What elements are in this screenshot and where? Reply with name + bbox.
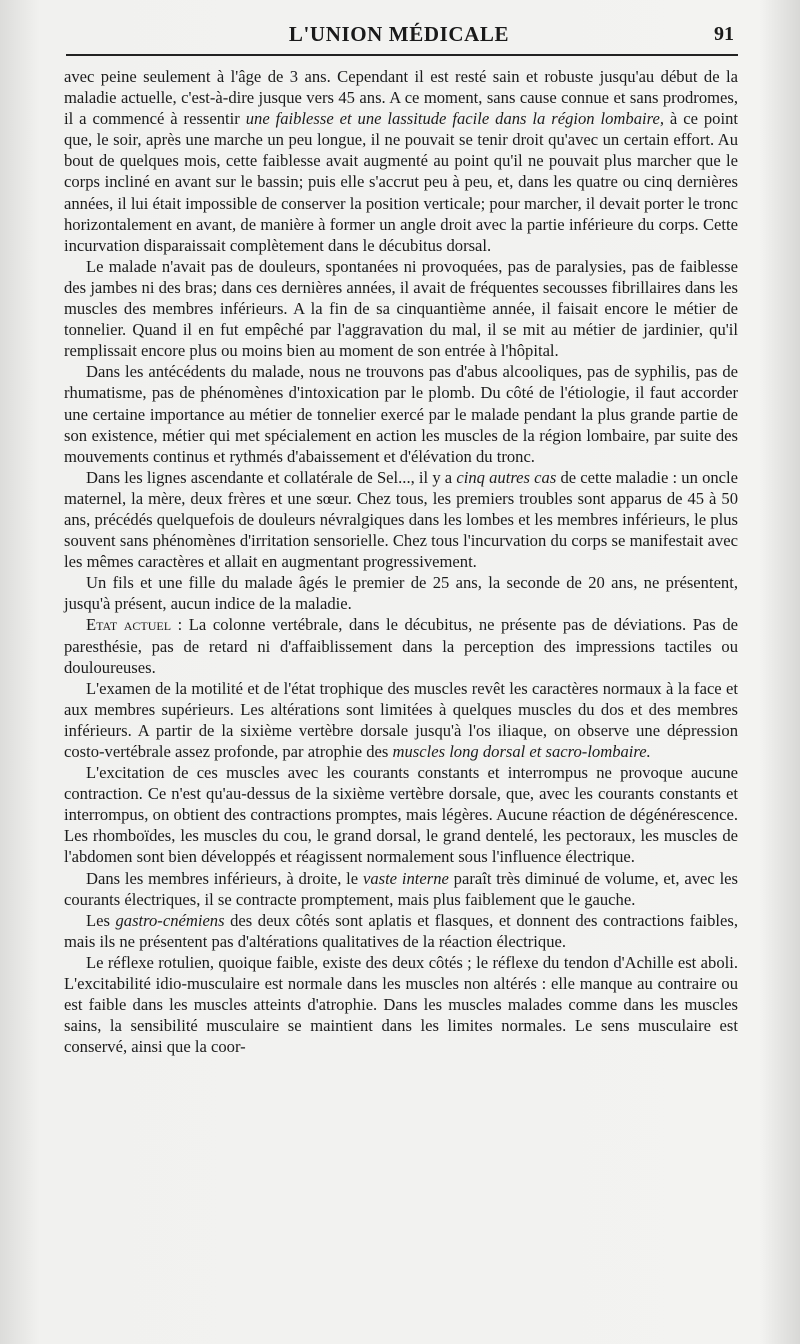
- paragraph-4-italic: cinq autres cas: [456, 467, 557, 487]
- paragraph-9-text-a: Dans les membres inférieurs, à droite, le: [86, 868, 363, 888]
- paragraph-4: [64, 467, 738, 572]
- paragraph-10-text-b: des deux côtés sont aplatis et flasques, et donnent des contractions faibles, mais ils ne présentent pas d'altérations qualitatives de la réaction électrique.: [64, 910, 738, 951]
- paragraph-9-italic: vaste interne: [362, 868, 449, 888]
- paragraph-11: Le réflexe rotulien, quoique faible, existe des deux côtés ; le réflexe du tendon d'Achille est aboli. L'excitabilité idio-musculaire est normale dans les muscles non altérés : elle manque au contraire ou est faible dans les muscles atteints d'atrophie. Dans les muscles malades comme dans les muscles sains, la sensibilité musculaire se maintient dans les limites normales. Le sens musculaire est conservé, ainsi que la coor-: [64, 952, 738, 1057]
- running-title: L'UNION MÉDICALE: [288, 22, 510, 46]
- article-body: [64, 66, 738, 1057]
- paragraph-6: [64, 614, 738, 677]
- paragraph-7: [64, 678, 738, 762]
- paragraph-1-text-b: à ce point que, le soir, après une marche un peu longue, il ne pouvait se tenir droit qu'avec un certain effort. Au bout de quelques mois, cette faiblesse avait augmenté au point qu'il ne pouvait plus marcher que le corps incliné en avant sur le bassin; puis elle s'accrut peu à peu, et, dans les quatre ou cinq dernières années, il lui était impossible de conserver la position verticale; pour marcher, il devait porter le tronc horizontalement en avant, de manière à former un angle droit avec la partie inférieure du corps. Cette incurvation disparaissait complètement dans le décubitus dorsal.: [64, 109, 738, 255]
- paragraph-7-text: L'examen de la motilité et de l'état trophique des muscles revêt les caractères normaux à la face et aux membres supérieurs. Les altérations sont limitées à quelques muscles du dos et des membres inférieurs. A partir de la sixième vertèbre dorsale jusqu'à l'os iliaque, on observe une dépression costo-vertébrale assez profonde, par atrophie des: [64, 678, 738, 761]
- header-rule: [66, 54, 738, 56]
- paragraph-3: Dans les antécédents du malade, nous ne trouvons pas d'abus alcooliques, pas de syphilis, pas de rhumatisme, pas de phénomènes d'intoxication par le plomb. Du côté de l'étiologie, il faut accorder une certaine importance au métier de tonnelier exercé par le malade pendant la plus grande partie de son existence, métier qui met spécialement en action les muscles de la région lombaire, par suite des mouvements continus et rythmés d'abaissement et d'élévation du tronc.: [64, 362, 738, 466]
- paragraph-1: [64, 66, 738, 256]
- paragraph-10: [64, 910, 738, 952]
- paragraph-7-italic: muscles long dorsal et sacro-lombaire.: [392, 742, 651, 761]
- page-number: 91: [714, 23, 734, 45]
- paragraph-10-italic: gastro-cnémiens: [115, 910, 225, 930]
- paragraph-9-text-b: paraît très diminué de volume, et, avec les courants électriques, il se contracte promptement, mais plus faiblement que le gauche.: [64, 868, 738, 909]
- paragraph-4-text-b: de cette maladie : un oncle maternel, la mère, deux frères et une sœur. Chez tous, les premiers troubles sont apparus de 45 à 50 ans, précédés quelquefois de douleurs névralgiques dans les lombes et les membres inférieurs, le plus souvent sans phénomènes d'irritation sensorielle. Chez tous l'incurvation du corps se manifestait avec les mêmes caractères et allait en augmentant progressivement.: [64, 467, 739, 572]
- paragraph-5: Un fils et une fille du malade âgés le premier de 25 ans, la seconde de 20 ans, ne présentent, jusqu'à présent, aucun indice de la maladie.: [64, 573, 738, 614]
- paragraph-8: L'excitation de ces muscles avec les courants constants et interrompus ne provoque aucune contraction. Ce n'est qu'au-dessus de la sixième vertèbre dorsale, que, avec les courants constants et interrompus, on obtient des contractions promptes, mais légères. Aucune réaction de dégénérescence. Les rhomboïdes, les muscles du cou, le grand dorsal, le grand dentelé, les pectoraux, les muscles de l'abdomen sont bien développés et réagissent normalement sous l'influence électrique.: [64, 763, 738, 867]
- page-header: [60, 18, 738, 52]
- paragraph-1-text-a: avec peine seulement à l'âge de 3 ans. Cependant il est resté sain et robuste jusqu'au début de la maladie actuelle, c'est-à-dire jusque vers 45 ans. A ce moment, sans cause connue et sans prodromes, il a commencé à ressentir: [64, 67, 738, 129]
- paragraph-4-text-a: Dans les lignes ascendante et collatérale de Sel..., il y a: [86, 467, 457, 487]
- paragraph-1-italic: une faiblesse et une lassitude facile dans la région lombaire,: [245, 109, 664, 129]
- paragraph-10-text-a: Les: [86, 910, 116, 930]
- paragraph-6-text: : La colonne vertébrale, dans le décubitus, ne présente pas de déviations. Pas de paresthésie, pas de retard ni d'affaiblissement dans la perception des impressions tactiles ou douloureuses.: [64, 615, 738, 677]
- section-label: Etat actuel: [86, 615, 172, 635]
- paragraph-9: [64, 868, 738, 910]
- paragraph-2: Le malade n'avait pas de douleurs, spontanées ni provoquées, pas de paralysies, pas de faiblesse des jambes ni des bras; dans ces dernières années, il avait de fréquentes secousses fibrillaires dans les muscles des membres inférieurs. A la fin de sa cinquantième année, il faisait encore le métier de tonnelier. Quand il en fut empêché par l'aggravation du mal, il se mit au métier de jardinier, qu'il remplissait encore plus ou moins bien au moment de son entrée à l'hôpital.: [64, 256, 738, 361]
